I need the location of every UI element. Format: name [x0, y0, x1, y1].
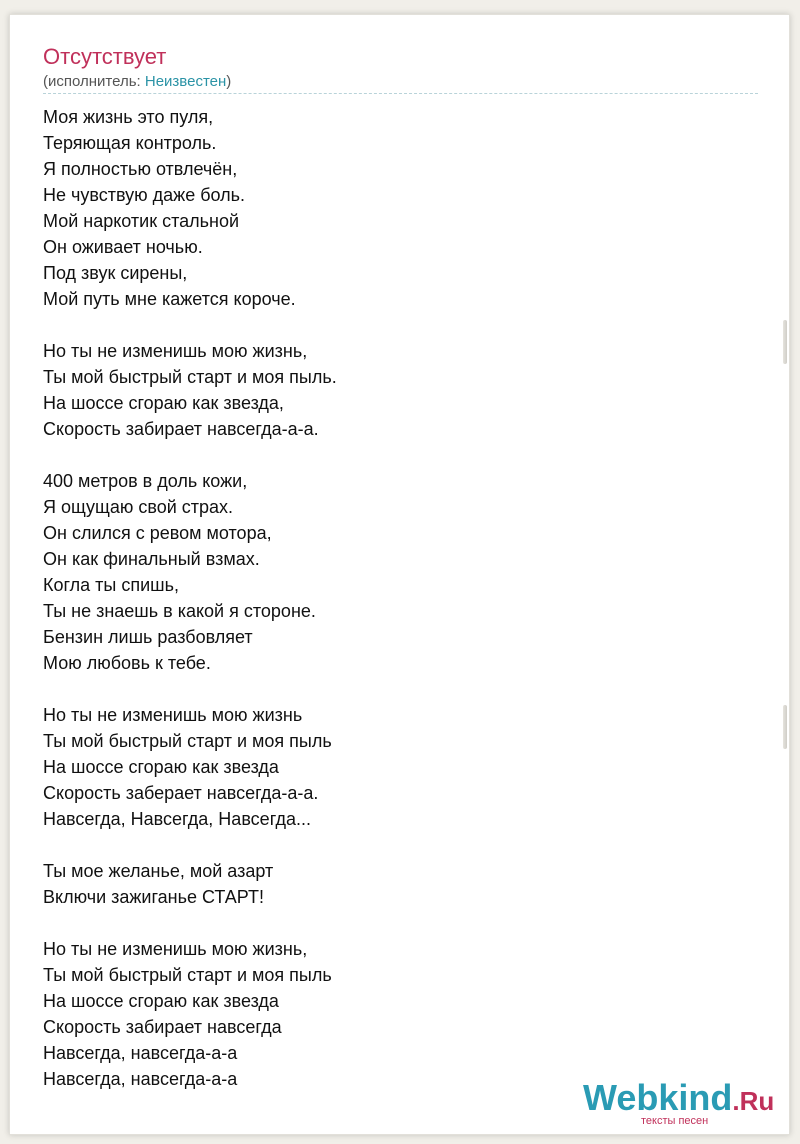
lyric-line: Когла ты спишь,: [43, 575, 179, 595]
lyric-line: Навсегда, навсегда-а-а: [43, 1069, 238, 1089]
lyric-line: Навсегда, навсегда-а-а: [43, 1043, 238, 1063]
lyric-line: Под звук сирены,: [43, 263, 188, 283]
lyric-line: Скорость забирает навсегда: [43, 1017, 282, 1037]
logo-main-text: Webkind: [583, 1077, 733, 1118]
artist-link[interactable]: Неизвестен: [144, 73, 227, 90]
lyric-line: Включи зажиганье СТАРТ!: [43, 887, 264, 907]
lyric-line: На шоссе сгораю как звезда,: [43, 393, 284, 413]
lyrics-stanza: [43, 468, 743, 676]
lyric-line: Бензин лишь разбовляет: [43, 627, 253, 647]
lyric-line: Но ты не изменишь мою жизнь: [43, 705, 303, 725]
lyric-line: Ты не знаешь в какой я стороне.: [43, 601, 316, 621]
lyrics-stanza: [43, 702, 743, 832]
lyric-line: Но ты не изменишь мою жизнь,: [43, 939, 308, 959]
lyric-line: Ты мой быстрый старт и моя пыль.: [43, 367, 337, 387]
lyric-line: Ты мое желанье, мой азарт: [43, 861, 274, 881]
page-fold-mark: [783, 320, 787, 364]
page-fold-mark: [783, 705, 787, 749]
lyric-line: Но ты не изменишь мою жизнь,: [43, 341, 308, 361]
artist-byline: [43, 73, 231, 90]
lyric-line: На шоссе сгораю как звезда: [43, 991, 279, 1011]
lyric-line: Скорость заберает навсегда-а-а.: [43, 783, 319, 803]
byline-suffix: ): [226, 73, 232, 90]
lyric-line: Я ощущаю свой страх.: [43, 497, 234, 517]
lyric-line: Он слился с ревом мотора,: [43, 523, 272, 543]
lyric-line: Не чувствую даже боль.: [43, 185, 246, 205]
song-title: Отсутствует: [43, 44, 167, 69]
lyric-line: Навсегда, Навсегда, Навсегда...: [43, 809, 311, 829]
lyrics-stanza: [43, 936, 743, 1092]
lyric-line: Он как финальный взмах.: [43, 549, 260, 569]
lyric-line: 400 метров в доль кожи,: [43, 471, 248, 491]
lyric-line: На шоссе сгораю как звезда: [43, 757, 279, 777]
lyric-line: Моя жизнь это пуля,: [43, 107, 214, 127]
lyric-line: Мой наркотик стальной: [43, 211, 240, 231]
lyrics-body: [43, 104, 743, 1118]
lyric-line: Теряющая контроль.: [43, 133, 217, 153]
lyric-line: Скорость забирает навсегда-а-а.: [43, 419, 319, 439]
lyric-line: Я полностью отвлечён,: [43, 159, 238, 179]
lyrics-stanza: [43, 858, 743, 910]
lyric-line: Он оживает ночью.: [43, 237, 203, 257]
lyric-line: Мою любовь к тебе.: [43, 653, 211, 673]
lyric-line: Мой путь мне кажется короче.: [43, 289, 296, 309]
lyrics-stanza: [43, 338, 743, 442]
byline-prefix: (исполнитель:: [43, 73, 145, 90]
logo-tagline: тексты песен: [641, 1115, 709, 1127]
logo-tld-text: .Ru: [732, 1086, 775, 1116]
title-separator: [43, 93, 758, 94]
site-logo[interactable]: [583, 1078, 793, 1140]
lyric-line: Ты мой быстрый старт и моя пыль: [43, 731, 332, 751]
lyrics-stanza: [43, 104, 743, 312]
lyric-line: Ты мой быстрый старт и моя пыль: [43, 965, 332, 985]
